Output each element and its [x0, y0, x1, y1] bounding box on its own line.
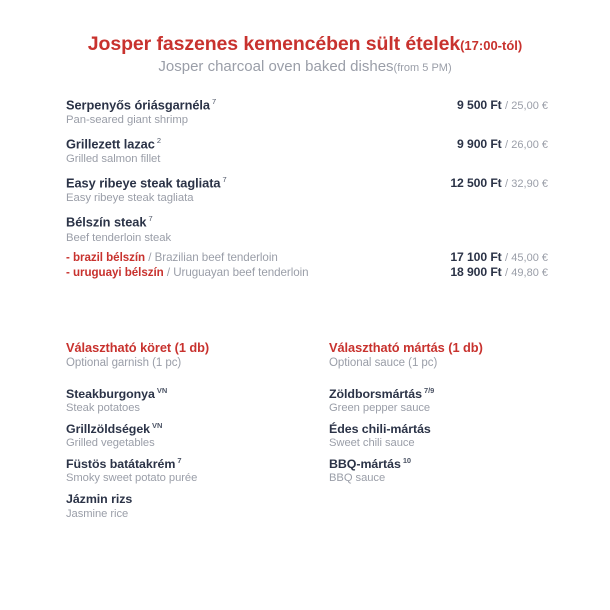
- garnish-item-desc: Grilled vegetables: [66, 437, 155, 450]
- garnish-item-name: [66, 386, 329, 401]
- dish-description: Grilled salmon fillet: [66, 153, 161, 166]
- dish-price: [450, 176, 548, 190]
- sauce-item-name: [329, 421, 592, 436]
- allergen-superscript: 7: [212, 96, 217, 106]
- garnish-item-list: [66, 386, 329, 520]
- menu-title-hours-en: (from 5 PM): [393, 62, 452, 75]
- variant-name-en: Uruguayan beef tenderloin: [173, 265, 309, 279]
- sauce-item-desc: BBQ sauce: [329, 472, 386, 485]
- variant-name-en: Brazilian beef tenderloin: [154, 250, 278, 264]
- sauce-item-name-text: Édes chili-mártás: [329, 422, 431, 437]
- garnish-item-name-text: Füstös batátakrém: [66, 457, 176, 472]
- dish-list: [0, 97, 610, 279]
- dish-price: [457, 137, 548, 151]
- variant-label: [66, 266, 309, 279]
- garnish-item-desc: Jasmine rice: [66, 507, 129, 520]
- dish-variant-row: [66, 250, 548, 264]
- variant-name-hu: brazil bélszín: [72, 250, 146, 264]
- sauce-item: [329, 456, 592, 484]
- garnish-item-name: [66, 456, 329, 471]
- dish-variant-row: [66, 265, 548, 279]
- dish-description: Beef tenderloin steak: [66, 231, 172, 244]
- dish-item: [66, 136, 548, 165]
- allergen-superscript: 7/9: [423, 386, 435, 395]
- price-separator: /: [504, 266, 508, 279]
- dish-row: [66, 136, 548, 151]
- menu-title-hours-hu: (17:00-tól): [460, 38, 523, 53]
- dish-row: [66, 175, 548, 190]
- variant-name-hu: uruguayi bélszín: [72, 265, 164, 279]
- garnish-item-desc: Steak potatoes: [66, 402, 140, 415]
- dish-item: [66, 214, 548, 278]
- price-separator: /: [504, 139, 508, 152]
- options-section: [0, 340, 610, 527]
- price-huf: 17 100 Ft: [450, 249, 502, 264]
- garnish-item-name: [66, 491, 329, 506]
- dish-name: [66, 175, 227, 190]
- price-huf: 9 900 Ft: [457, 137, 502, 152]
- menu-title-en-text: Josper charcoal oven baked dishes: [158, 58, 394, 76]
- price-huf: 18 900 Ft: [450, 264, 502, 279]
- menu-title-en: [0, 58, 610, 75]
- dish-price: [457, 98, 548, 112]
- price-separator: /: [504, 99, 508, 112]
- garnish-item-name-text: Jázmin rizs: [66, 492, 133, 507]
- sauce-item-name-text: BBQ-mártás: [329, 457, 401, 472]
- allergen-superscript: 10: [402, 456, 412, 466]
- allergen-superscript: 7: [177, 456, 182, 466]
- price-eur: 32,90 €: [511, 178, 548, 191]
- sauce-item-list: [329, 386, 592, 484]
- garnish-item-name-text: Grillzöldségek: [66, 422, 150, 437]
- sauce-item-name: [329, 456, 592, 471]
- sauce-heading-hu: Választható mártás (1 db): [329, 340, 483, 355]
- dish-row: [66, 214, 548, 229]
- price-eur: 45,00 €: [511, 251, 548, 264]
- garnish-item: [66, 491, 329, 519]
- garnish-item: [66, 456, 329, 484]
- price-huf: 9 500 Ft: [457, 97, 502, 112]
- dish-name-text: Grillezett lazac: [66, 136, 155, 152]
- dish-item: [66, 97, 548, 126]
- price-eur: 25,00 €: [511, 99, 548, 112]
- variant-dash: -: [66, 265, 70, 279]
- dish-name-text: Bélszín steak: [66, 214, 147, 230]
- dish-name: [66, 136, 161, 151]
- sauce-item-name-text: Zöldborsmártás: [329, 387, 422, 402]
- garnish-heading-hu: Választható köret (1 db): [66, 340, 210, 355]
- variant-label: [66, 251, 278, 264]
- variant-price: [450, 265, 548, 279]
- price-eur: 26,00 €: [511, 139, 548, 152]
- sauce-item-desc: Green pepper sauce: [329, 402, 431, 415]
- dish-variant-list: [66, 250, 548, 279]
- garnish-column: [66, 340, 329, 527]
- price-eur: 49,80 €: [511, 266, 548, 279]
- dish-name-text: Easy ribeye steak tagliata: [66, 175, 221, 191]
- dish-name-text: Serpenyős óriásgarnéla: [66, 96, 210, 112]
- sauce-item-desc: Sweet chili sauce: [329, 437, 415, 450]
- dish-description: Pan-seared giant shrimp: [66, 113, 188, 126]
- variant-separator: /: [148, 250, 152, 264]
- sauce-column: [329, 340, 592, 527]
- allergen-superscript: 2: [156, 135, 161, 145]
- sauce-heading-en: Optional sauce (1 pc): [329, 357, 438, 369]
- price-separator: /: [504, 178, 508, 191]
- dish-name: [66, 214, 153, 229]
- garnish-heading-en: Optional garnish (1 pc): [66, 357, 182, 369]
- vegan-superscript: VN: [152, 421, 163, 431]
- menu-title-hu-text: Josper faszenes kemencében sült ételek: [87, 33, 461, 55]
- sauce-item: [329, 386, 592, 414]
- garnish-item-name: [66, 421, 329, 436]
- sauce-item-name: [329, 386, 592, 401]
- dish-item: [66, 175, 548, 204]
- price-separator: /: [504, 251, 508, 264]
- variant-separator: /: [166, 265, 171, 279]
- garnish-item-desc: Smoky sweet potato purée: [66, 472, 198, 485]
- price-huf: 12 500 Ft: [450, 176, 502, 191]
- dish-row: [66, 97, 548, 112]
- garnish-item: [66, 421, 329, 449]
- menu-header: [0, 0, 610, 76]
- sauce-item: [329, 421, 592, 449]
- garnish-item: [66, 386, 329, 414]
- allergen-superscript: 7: [148, 214, 153, 224]
- garnish-item-name-text: Steakburgonya: [66, 387, 155, 402]
- menu-title-hu: [0, 33, 610, 55]
- allergen-superscript: 7: [222, 175, 227, 185]
- dish-name: [66, 97, 216, 112]
- variant-price: [450, 250, 548, 264]
- variant-dash: -: [66, 250, 70, 264]
- vegan-superscript: VN: [156, 386, 168, 395]
- dish-description: Easy ribeye steak tagliata: [66, 192, 194, 205]
